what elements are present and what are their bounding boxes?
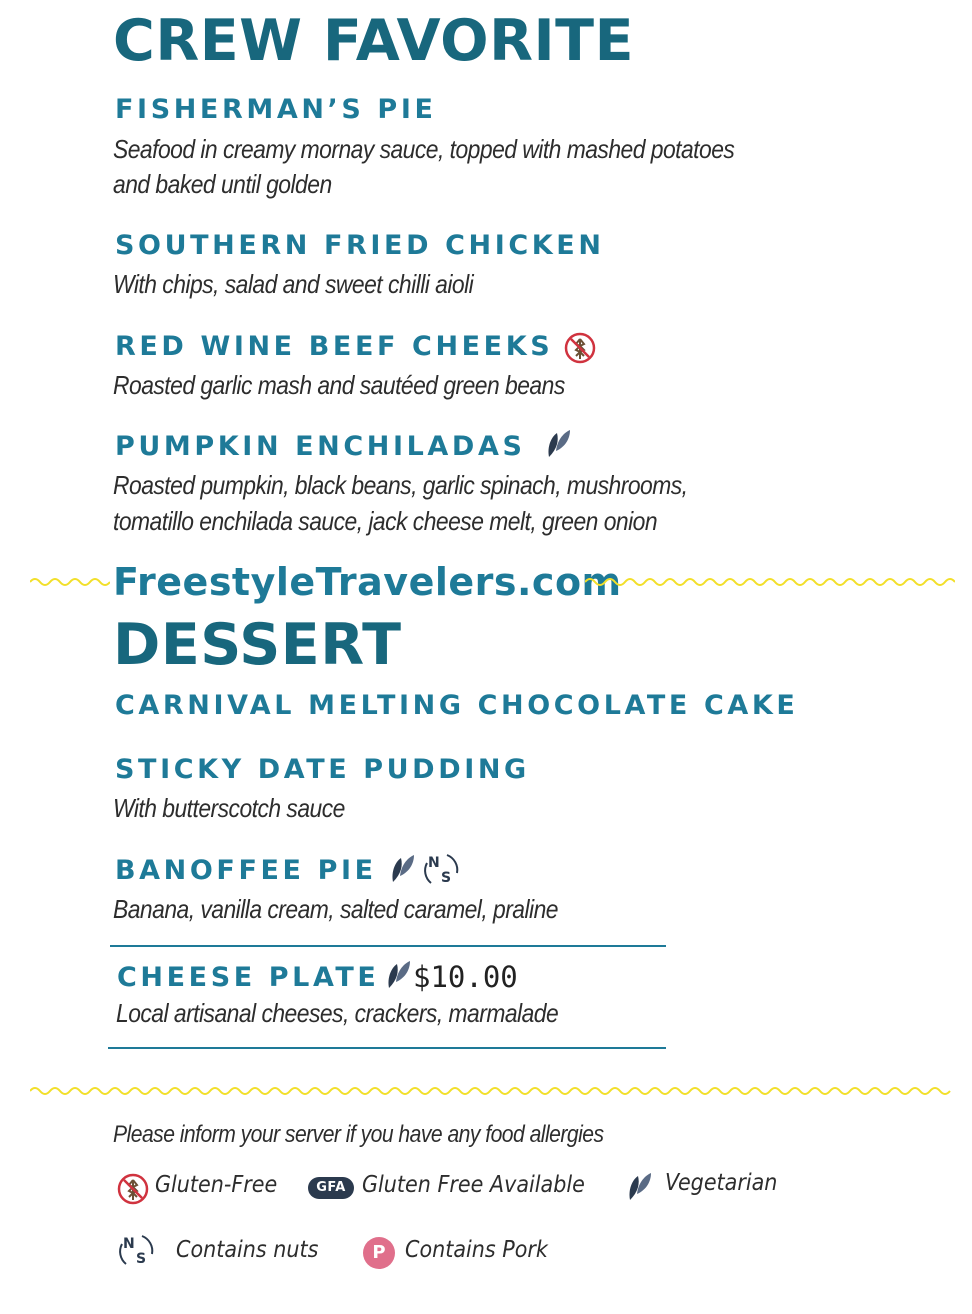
legend-gluten-free-label: Gluten-Free [155, 1172, 278, 1198]
svg-text:N: N [123, 1236, 135, 1252]
legend-vegetarian-label: Vegetarian [665, 1170, 778, 1196]
vegetarian-icon [543, 427, 573, 461]
menu-item-name: RED WINE BEEF CHEEKS [115, 331, 554, 362]
gluten-free-icon [563, 331, 597, 365]
legend-contains-nuts-label: Contains nuts [176, 1237, 319, 1263]
legend-gluten-free-available-label: Gluten Free Available [362, 1172, 585, 1198]
menu-item-name: FISHERMAN’S PIE [115, 94, 437, 125]
svg-text:N: N [428, 855, 440, 871]
menu-item-desc: tomatillo enchilada sauce, jack cheese melt, green onion [113, 506, 658, 536]
menu-item-desc: With butterscotch sauce [113, 793, 345, 823]
wavy-divider [585, 570, 955, 594]
menu-item-desc: Banana, vanilla cream, salted caramel, praline [113, 894, 559, 924]
vegetarian-icon [624, 1170, 654, 1204]
cheese-plate-bottom-rule [108, 1047, 666, 1049]
menu-item-name: SOUTHERN FRIED CHICKEN [115, 230, 605, 261]
section-title-crew-favorite: CREW FAVORITE [113, 8, 635, 74]
gluten-free-icon [116, 1172, 150, 1206]
menu-item-name: BANOFFEE PIE [115, 855, 377, 886]
legend-contains-pork-label: Contains Pork [405, 1237, 548, 1263]
menu-item-name: CHEESE PLATE [117, 962, 380, 993]
pork-badge-icon: P [363, 1237, 395, 1269]
wavy-divider [30, 1079, 955, 1103]
contains-nuts-icon [421, 849, 461, 889]
watermark: FreestyleTravelers.com [113, 560, 622, 604]
menu-item-price: $10.00 [413, 960, 518, 994]
section-title-dessert: DESSERT [113, 612, 402, 678]
cheese-plate-top-rule [110, 945, 666, 947]
wavy-divider [30, 570, 110, 594]
svg-text:S: S [136, 1251, 147, 1267]
menu-item-desc: Local artisanal cheeses, crackers, marmalade [116, 998, 559, 1028]
menu-item-desc: and baked until golden [113, 169, 332, 199]
menu-item-desc: Roasted pumpkin, black beans, garlic spinach, mushrooms, [113, 470, 688, 500]
menu-item-desc: Seafood in creamy mornay sauce, topped with mashed potatoes [113, 134, 735, 164]
menu-item-name: STICKY DATE PUDDING [115, 754, 530, 785]
menu-item-desc: Roasted garlic mash and sautéed green beans [113, 370, 565, 400]
svg-text:S: S [441, 870, 452, 886]
contains-nuts-icon [116, 1230, 156, 1270]
allergy-note: Please inform your server if you have any food allergies [113, 1121, 604, 1148]
vegetarian-icon [387, 852, 417, 886]
vegetarian-icon [383, 958, 413, 992]
menu-item-name: CARNIVAL MELTING CHOCOLATE CAKE [115, 690, 799, 721]
menu-item-name: PUMPKIN ENCHILADAS [115, 431, 526, 462]
menu-item-desc: With chips, salad and sweet chilli aioli [113, 269, 474, 299]
gfa-badge-icon: GFA [308, 1177, 354, 1199]
